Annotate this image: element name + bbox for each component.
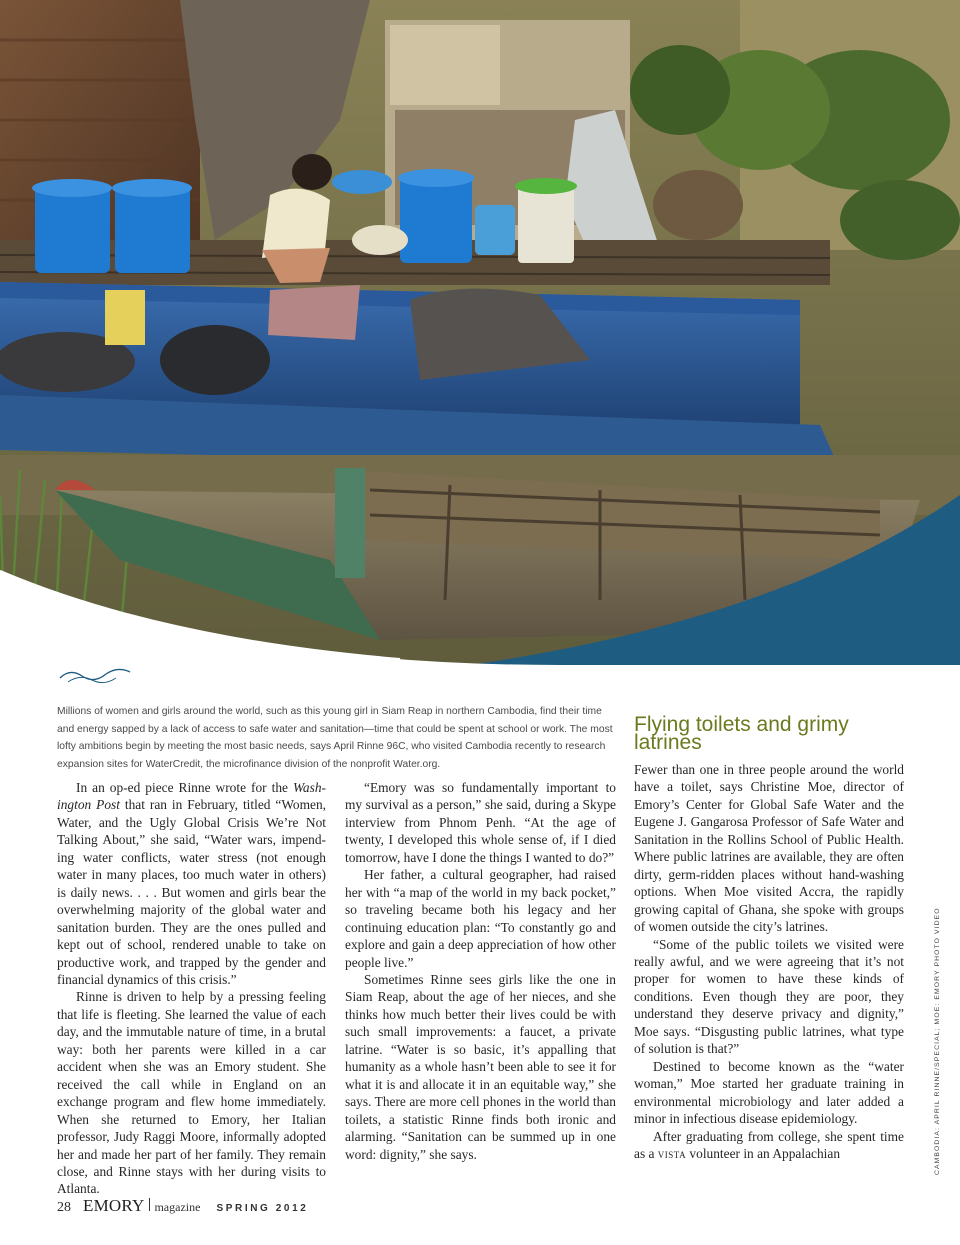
paragraph (57, 779, 326, 988)
small-caps-text: vista (657, 1145, 687, 1161)
brand-logo: EMORY (83, 1196, 145, 1215)
paragraph-text: In an op-ed piece Rinne wrote for the (76, 780, 293, 795)
brand-divider (149, 1198, 150, 1211)
photo-credit: CAMBODIA: APRIL RINNE/SPECIAL; MOE: EMORY PHOTO VIDEO (934, 907, 941, 1175)
body-column-1 (57, 779, 326, 1198)
paragraph: Her father, a cultural geographer, had raised her with “a map of the world in my back pocket,” so traveling became both his legacy and her continuing education plan: “To constantly go and explore and gain a deep appreciation of how other people live.” (345, 867, 616, 970)
sidebar-heading: Flying toilets and grimy latrines (634, 713, 849, 754)
paragraph: “Some of the public toilets we visited were really awful, and we were agreeing that it’s not proper for women to have these kinds of conditions. Even though they are poor, they understand they deserve privacy and dignity,” Moe says. “Disgusting public latrines, what type of solution is that?” (634, 936, 904, 1057)
body-column-2 (345, 779, 616, 1163)
paragraph: Sometimes Rinne sees girls like the one in Siam Reap, about the age of her nieces, and she thinks how much better their lives could be with such small improvements: a faucet, a private latrine. “Water is so basic, it’s appalling that humanity as a whole hasn’t been able to see it for what it is and allocate it in an equitable way,” she says. There are more cell phones in the world than toilets, a statistic Rinne finds both ironic and alarming. “Sanitation can be summed up in one word: dignity,” she says. (345, 971, 616, 1162)
paragraph: “Emory was so fundamentally important to my survival as a person,” she said, during a Skype interview from Phnom Penh. “At the age of twenty, I developed this whole sense of, if I died tomorrow, have I done the things I wanted to do?” (345, 780, 616, 865)
paragraph-text: that ran in February, titled “Women, Water, and the Ugly Global Crisis We’re Not Talking About,” she said, “Water wars, impending water conflicts, water stress (not enough water in many places, too much water in others) is daily news. . . . But women and girls bear the overwhelming majority of the global water and sanitation burden. They are the ones pulled and kept out of school, rendered unable to take on productive work, and trapped by the gender and financial dynamics of this crisis.” (57, 797, 326, 987)
page-footer (57, 1196, 308, 1218)
paragraph: Fewer than one in three people around the world have a toilet, says Christine Moe, director of Emory’s Center for Global Safe Water and the Eugene J. Gangarosa Professor of Safe Water and Sanitation in the Rollins School of Public Health. Where public latrines are available, they are often dirty, germ-ridden places without hand-washing options. When Moe visited Accra, the rapidly growing capital of Ghana, she spoke with groups of women outside the city’s latrines. (634, 762, 904, 935)
wave-ornament-icon (58, 664, 132, 691)
paragraph: Rinne is driven to help by a pressing feeling that life is fleeting. She learned the value of each day, and the immutable nature of time, in a brutal way: both her parents were killed in a car accident when she was an Emory student. She received the call while in England on an exchange program and flew home immediately. When she returned to Emory, her Italian professor, Judy Raggi Moore, informally adopted her and made her part of her family. They remain close, and Rinne stays with her during visits to Atlanta. (57, 989, 326, 1197)
publication-title: Washington Post (57, 780, 326, 813)
photo-caption: Millions of women and girls around the world, such as this young girl in Siam Reap in northern Cambodia, find their time and energy sapped by a lack of access to safe water and sanitation—time that could be spent at school or work. The most lofty ambitions begin by meeting the most basic needs, says April Rinne 96C, who visited Cambodia recently to research expansion sites for WaterCredit, the microfinance division of the nonprofit Water.org. (57, 706, 613, 770)
magazine-label: magazine (154, 1200, 201, 1214)
paragraph (634, 1128, 904, 1163)
page-number: 28 (57, 1200, 71, 1215)
sidebar-column (634, 761, 904, 1162)
issue-label: SPRING 2012 (216, 1203, 309, 1214)
paragraph: Destined to become known as the “water woman,” Moe started her graduate training in environmental microbiology and later added a minor in infectious disease epidemiology. (634, 1058, 904, 1127)
paragraph-text: After graduating from college, she spent time as a (634, 1128, 904, 1161)
paragraph-text: volunteer in an Appalachian (686, 1145, 841, 1161)
